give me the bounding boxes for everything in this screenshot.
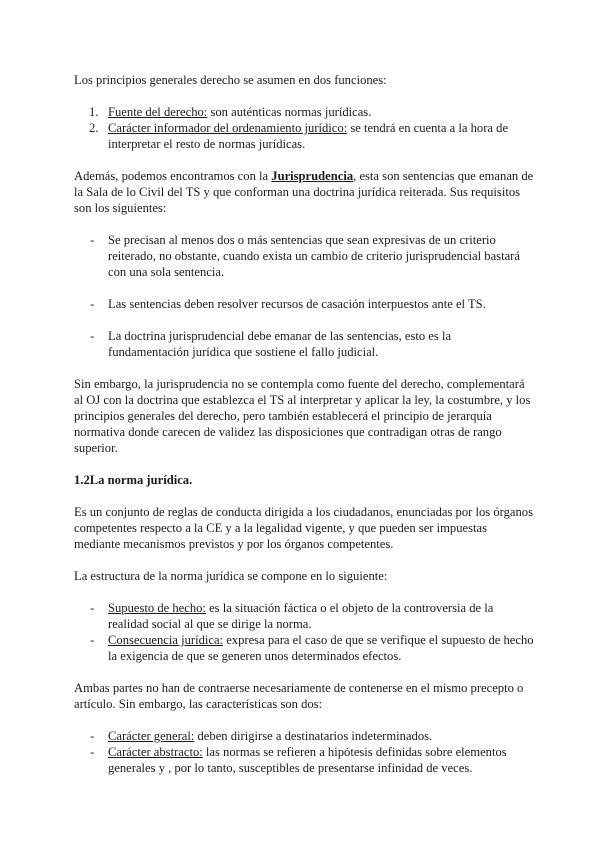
list-item	[74, 328, 534, 360]
list-item	[74, 744, 534, 776]
list-term: Supuesto de hecho:	[108, 601, 206, 615]
document-page	[74, 72, 534, 792]
paragraph-text: Además, podemos encontramos con la	[74, 169, 272, 183]
list-term: Carácter abstracto:	[108, 745, 203, 759]
list-text: es la situación fáctica o el objeto de la controversia de la realidad social al que se dirige la norma.	[108, 601, 494, 631]
list-term: Carácter informador del ordenamiento jurídico:	[108, 121, 348, 135]
list-item	[74, 104, 534, 120]
dash-bullet: -	[90, 729, 95, 743]
estructura-intro: La estructura de la norma jurídica se compone en lo siguiente:	[74, 569, 388, 583]
jurisprudencia-paragraph	[74, 168, 534, 216]
definicion-paragraph: Es un conjunto de reglas de conducta dirigida a los ciudadanos, enunciadas por los órganos competentes respecto a la CE y a la legalidad vigente, y que pueden ser impuestas mediante mecanismos previstos y por los órganos competentes.	[74, 505, 533, 551]
list-text: Se precisan al menos dos o más sentencias que sean expresivas de un criterio reiterado, no obstante, cuando exista un cambio de criterio jurisprudencial bastará con una sola sentencia.	[108, 233, 520, 279]
list-term: Carácter general:	[108, 729, 195, 743]
list-item	[74, 600, 534, 632]
estructura-list	[74, 600, 534, 664]
list-item	[74, 296, 534, 312]
list-item	[74, 632, 534, 664]
list-item	[74, 232, 534, 280]
list-term: Consecuencia jurídica:	[108, 633, 224, 647]
ambas-paragraph: Ambas partes no han de contraerse necesariamente de contenerse en el mismo precepto o artículo. Sin embargo, las características son dos:	[74, 681, 524, 711]
intro-paragraph: Los principios generales derecho se asumen en dos funciones:	[74, 73, 387, 87]
list-item	[74, 728, 534, 744]
dash-bullet: -	[90, 329, 95, 343]
list-term: Fuente del derecho:	[108, 105, 208, 119]
list-text: se tendrá en cuenta a la hora de interpretar el resto de normas jurídicas.	[108, 121, 509, 151]
bold-term: Jurisprudencia	[271, 169, 354, 183]
dash-bullet: -	[90, 297, 95, 311]
list-text: son auténticas normas jurídicas.	[207, 105, 372, 119]
requisitos-list	[74, 232, 534, 360]
list-text: expresa para el caso de que se verifique el supuesto de hecho la exigencia de que se generen unos determinados efectos.	[108, 633, 534, 663]
list-number: 2.	[89, 121, 99, 135]
list-text: las normas se refieren a hipótesis definidas sobre elementos generales y , por lo tanto, susceptibles de presentarse infinidad de veces.	[108, 745, 507, 775]
sin-embargo-paragraph: Sin embargo, la jurisprudencia no se contempla como fuente del derecho, complementará al OJ con la doctrina que establezca el TS al interpretar y aplicar la ley, la costumbre, y los principios generales del derecho, pero también establecerá el principio de jerarquía normativa donde carecen de validez las disposiciones que contradigan otras de rango superior.	[74, 377, 531, 455]
list-item	[74, 120, 534, 152]
section-heading: 1.2La norma jurídica.	[74, 473, 193, 487]
functions-list	[74, 104, 534, 152]
list-text: deben dirigirse a destinatarios indeterminados.	[194, 729, 433, 743]
dash-bullet: -	[90, 233, 95, 247]
dash-bullet: -	[90, 601, 95, 615]
caracteristicas-list	[74, 728, 534, 776]
paragraph-text: , esta son sentencias que emanan de la Sala de lo Civil del TS y que conforman una doctrina jurídica reiterada. Sus requisitos son los siguientes:	[74, 169, 534, 215]
dash-bullet: -	[90, 633, 95, 647]
dash-bullet: -	[90, 745, 95, 759]
list-text: La doctrina jurisprudencial debe emanar de las sentencias, esto es la fundamentación jurídica que sostiene el fallo judicial.	[108, 329, 452, 359]
list-text: Las sentencias deben resolver recursos de casación interpuestos ante el TS.	[108, 297, 486, 311]
list-number: 1.	[89, 105, 99, 119]
